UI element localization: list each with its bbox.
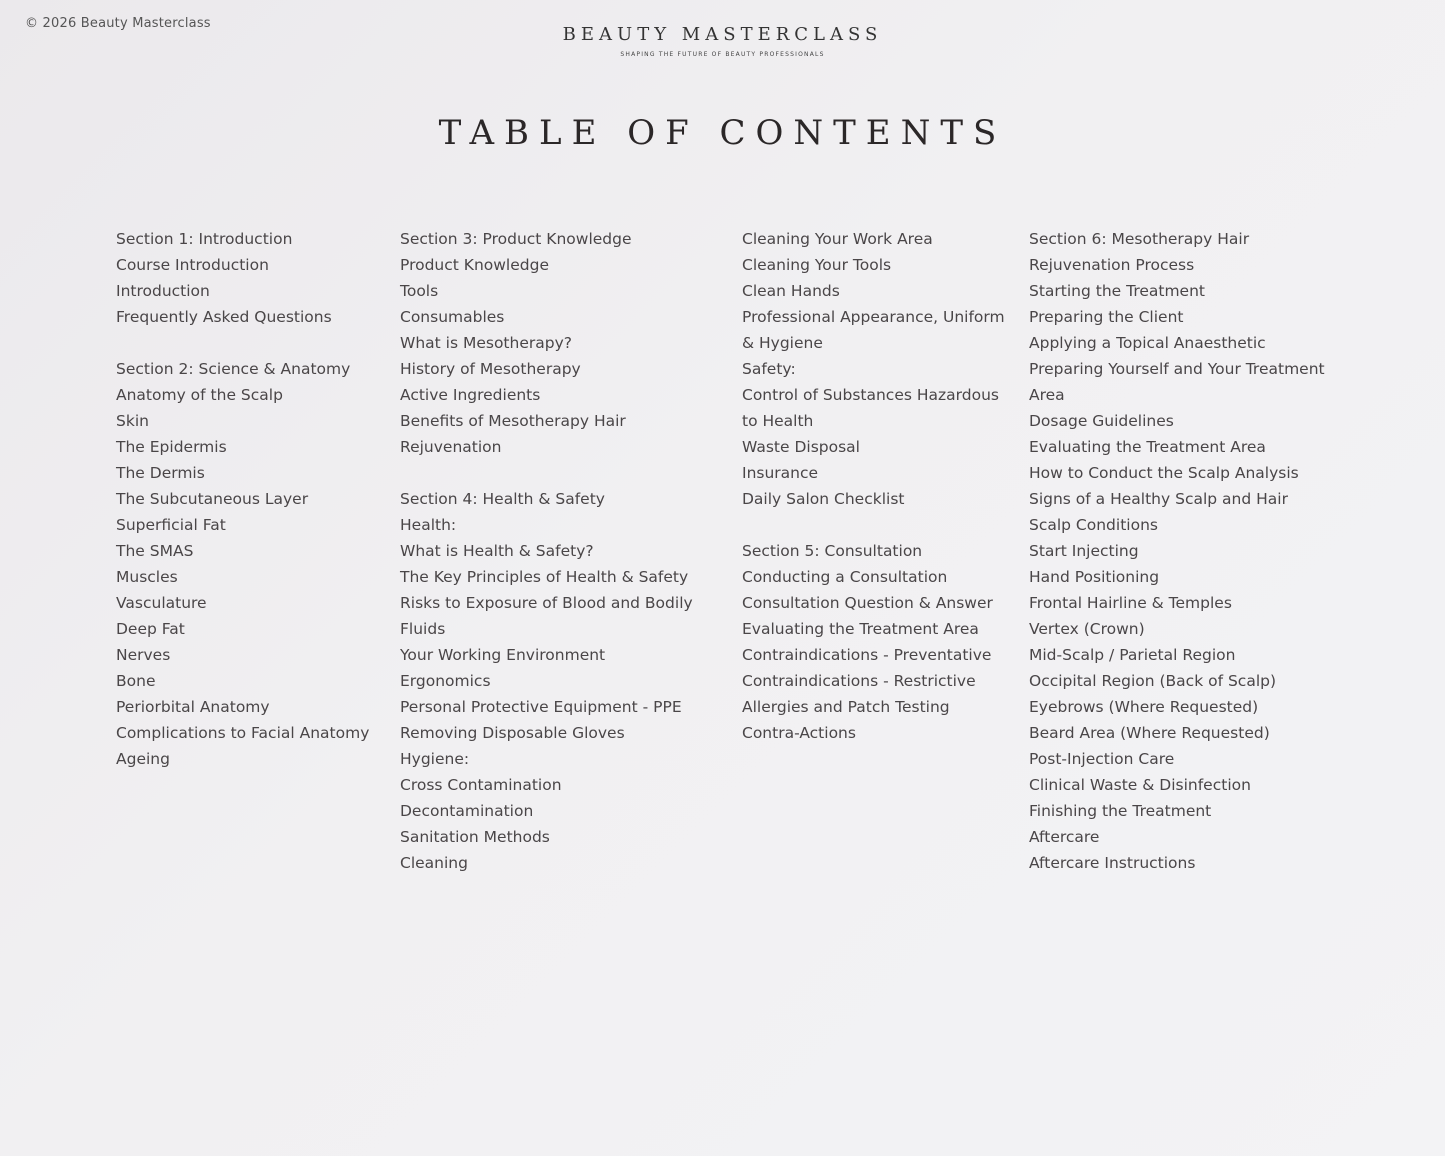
toc-entry: Starting the Treatment — [1029, 282, 1205, 300]
toc-entry: Consultation Question & Answer — [742, 594, 993, 612]
toc-spacer — [742, 512, 1005, 538]
toc-entry: Allergies and Patch Testing — [742, 698, 950, 716]
toc-entry: Contraindications - Preventative — [742, 646, 992, 664]
toc-entry: The Epidermis — [116, 438, 227, 456]
toc-entry: Preparing Yourself and Your Treatment — [1029, 360, 1325, 378]
toc-entry: Eyebrows (Where Requested) — [1029, 698, 1259, 716]
toc-entry: Superficial Fat — [116, 516, 226, 534]
toc-entry: Course Introduction — [116, 256, 269, 274]
toc-entry: Waste Disposal — [742, 438, 860, 456]
toc-column-1 — [116, 226, 369, 772]
toc-entry: Preparing the Client — [1029, 308, 1184, 326]
toc-entry: to Health — [742, 412, 814, 430]
toc-entry: Your Working Environment — [400, 646, 606, 664]
toc-entry: Decontamination — [400, 802, 534, 820]
toc-entry: Section 5: Consultation — [742, 542, 923, 560]
toc-entry: Occipital Region (Back of Scalp) — [1029, 672, 1277, 690]
toc-entry: Introduction — [116, 282, 210, 300]
toc-entry: Vasculature — [116, 594, 207, 612]
toc-entry: Frontal Hairline & Temples — [1029, 594, 1232, 612]
toc-entry: Evaluating the Treatment Area — [1029, 438, 1266, 456]
toc-entry: Bone — [116, 672, 156, 690]
toc-entry: Contra-Actions — [742, 724, 856, 742]
toc-entry: Hygiene: — [400, 750, 470, 768]
brand-tagline: SHAPING THE FUTURE OF BEAUTY PROFESSIONALS — [620, 51, 825, 58]
toc-entry: Start Injecting — [1029, 542, 1139, 560]
toc-entry: Contraindications - Restrictive — [742, 672, 976, 690]
toc-entry: The Dermis — [116, 464, 205, 482]
toc-entry: Consumables — [400, 308, 505, 326]
toc-column-4 — [1029, 226, 1325, 876]
toc-entry: Evaluating the Treatment Area — [742, 620, 979, 638]
toc-entry: The Subcutaneous Layer — [116, 490, 309, 508]
toc-entry: Risks to Exposure of Blood and Bodily — [400, 594, 693, 612]
toc-entry: Applying a Topical Anaesthetic — [1029, 334, 1266, 352]
toc-entry: Ageing — [116, 750, 170, 768]
toc-column-3 — [742, 226, 1005, 746]
toc-entry: Section 4: Health & Safety — [400, 490, 605, 508]
toc-entry: Safety: — [742, 360, 796, 378]
toc-entry: Dosage Guidelines — [1029, 412, 1174, 430]
toc-entry: Cleaning Your Tools — [742, 256, 892, 274]
copyright-notice: © 2026 Beauty Masterclass — [25, 16, 211, 31]
toc-entry: Rejuvenation Process — [1029, 256, 1195, 274]
toc-entry: History of Mesotherapy — [400, 360, 581, 378]
toc-entry: Clinical Waste & Disinfection — [1029, 776, 1251, 794]
toc-entry: Tools — [400, 282, 439, 300]
toc-entry: Clean Hands — [742, 282, 840, 300]
toc-entry: What is Health & Safety? — [400, 542, 594, 560]
toc-entry: What is Mesotherapy? — [400, 334, 572, 352]
toc-column-2 — [400, 226, 693, 876]
toc-entry: Muscles — [116, 568, 178, 586]
toc-entry: Cross Contamination — [400, 776, 562, 794]
toc-entry: Cleaning — [400, 854, 468, 872]
brand-logo — [0, 24, 1445, 58]
toc-entry: The SMAS — [116, 542, 194, 560]
toc-entry: Product Knowledge — [400, 256, 549, 274]
toc-entry: Insurance — [742, 464, 819, 482]
toc-entry: Section 2: Science & Anatomy — [116, 360, 351, 378]
toc-entry: Rejuvenation — [400, 438, 502, 456]
toc-entry: Removing Disposable Gloves — [400, 724, 625, 742]
toc-entry: Mid-Scalp / Parietal Region — [1029, 646, 1236, 664]
toc-entry: Finishing the Treatment — [1029, 802, 1212, 820]
page-title: TABLE OF CONTENTS — [438, 113, 1007, 153]
toc-entry: & Hygiene — [742, 334, 823, 352]
toc-entry: Section 1: Introduction — [116, 230, 293, 248]
toc-spacer — [116, 330, 369, 356]
toc-entry: Signs of a Healthy Scalp and Hair — [1029, 490, 1288, 508]
toc-spacer — [400, 460, 693, 486]
toc-entry: Nerves — [116, 646, 171, 664]
toc-entry: Personal Protective Equipment - PPE — [400, 698, 682, 716]
toc-entry: Periorbital Anatomy — [116, 698, 270, 716]
toc-entry: Aftercare — [1029, 828, 1100, 846]
toc-entry: How to Conduct the Scalp Analysis — [1029, 464, 1299, 482]
toc-entry: Benefits of Mesotherapy Hair — [400, 412, 626, 430]
toc-entry: Beard Area (Where Requested) — [1029, 724, 1270, 742]
toc-entry: Deep Fat — [116, 620, 185, 638]
toc-entry: Daily Salon Checklist — [742, 490, 905, 508]
toc-entry: Anatomy of the Scalp — [116, 386, 283, 404]
toc-entry: Skin — [116, 412, 149, 430]
toc-entry: Area — [1029, 386, 1065, 404]
toc-entry: Hand Positioning — [1029, 568, 1160, 586]
toc-entry: Control of Substances Hazardous — [742, 386, 999, 404]
toc-entry: Health: — [400, 516, 457, 534]
toc-entry: Active Ingredients — [400, 386, 541, 404]
toc-entry: Aftercare Instructions — [1029, 854, 1196, 872]
toc-entry: Scalp Conditions — [1029, 516, 1158, 534]
brand-name: BEAUTY MASTERCLASS — [562, 24, 883, 45]
toc-entry: Conducting a Consultation — [742, 568, 948, 586]
toc-entry: Post-Injection Care — [1029, 750, 1175, 768]
toc-entry: Fluids — [400, 620, 446, 638]
toc-entry: Vertex (Crown) — [1029, 620, 1145, 638]
toc-entry: The Key Principles of Health & Safety — [400, 568, 689, 586]
toc-entry: Ergonomics — [400, 672, 491, 690]
toc-entry: Section 6: Mesotherapy Hair — [1029, 230, 1250, 248]
toc-entry: Complications to Facial Anatomy — [116, 724, 370, 742]
toc-entry: Professional Appearance, Uniform — [742, 308, 1005, 326]
toc-entry: Cleaning Your Work Area — [742, 230, 933, 248]
toc-entry: Section 3: Product Knowledge — [400, 230, 632, 248]
toc-entry: Frequently Asked Questions — [116, 308, 332, 326]
toc-entry: Sanitation Methods — [400, 828, 550, 846]
